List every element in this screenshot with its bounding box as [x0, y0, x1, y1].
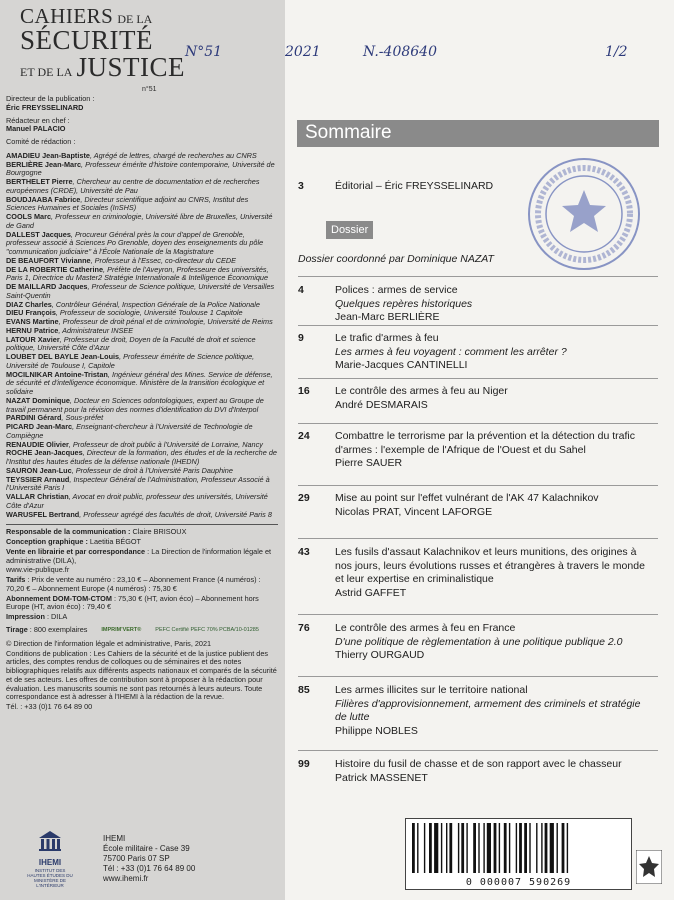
toc-divider [298, 276, 658, 277]
imprim-vert-logo: IMPRIM'VERT® [101, 627, 142, 634]
member-name: DE BEAUFORT Vivianne [6, 255, 91, 265]
toc-author: Jean-Marc BERLIÈRE [335, 311, 440, 324]
member-name: PICARD Jean-Marc [6, 422, 73, 431]
member-description: , Sous-préfet [61, 413, 104, 423]
ihemi-logo-name: IHEMI [38, 858, 62, 867]
member-description: , Professeur de droit pénal et de criminologie, Université de Reims [58, 317, 273, 326]
handwritten-year: 2021 [285, 44, 321, 60]
barcode-bar [441, 823, 442, 873]
toc-author: Thierry OURGAUD [335, 649, 425, 662]
member-description: , Contrôleur Général, Inspection Générale de la Police Nationale [51, 299, 260, 309]
committee-member [6, 353, 278, 371]
toc-page-number: 85 [298, 684, 310, 696]
member-name: SAURON Jean-Luc [6, 465, 72, 475]
committee-member [6, 266, 278, 284]
committee-member [6, 371, 278, 397]
barcode-bar [519, 823, 522, 873]
barcode-bar [446, 823, 447, 873]
toc-entry-text [335, 332, 653, 373]
barcode-bar [434, 823, 438, 873]
member-name: COOLS Marc [6, 212, 52, 221]
impression-label: Impression [6, 612, 45, 621]
toc-divider [298, 676, 658, 677]
masthead-word-cahiers: CAHIERS [20, 4, 114, 28]
tarifs-text: : Prix de vente au numéro : 23,10 € – Abonnement France (4 numéros) : 70,20 € – Abonnement Europe (4 numéros) : 75,30 € [6, 575, 261, 593]
masthead-word-et-de-la: ET DE LA [20, 65, 73, 79]
masthead-logo [20, 4, 185, 93]
conditions-text: Conditions de publication : Les Cahiers de la sécurité et de la justice publient des articles, des comptes rendus de colloques ou de séminaires et des notes bibliographiques relatifs aux différents aspects nationaux et comparés de la sécurité et de ses acteurs. Les offres de contribution sont à proposer à la rédaction pour évaluation. Les manuscrits soumis ne sont pas retournés à leurs auteurs. Toute correspondance est à adresser à l'IHEMI à la rédaction de la revue. [6, 648, 277, 702]
toc-divider [298, 538, 658, 539]
member-description: , Docteur en Sciences odontologiques, expert au Groupe de travail permanent pour la révision des normes d'identification du DVI d'Interpol [6, 395, 264, 414]
address-line-name: IHEMI [103, 834, 126, 843]
sommaire-header [297, 120, 659, 147]
barcode-bar [466, 823, 467, 873]
toc-author: Marie-Jacques CANTINELLI [335, 359, 468, 372]
barcode-bar [458, 823, 459, 873]
committee-member [6, 336, 278, 354]
sales-label: Vente en librairie et par correspondance [6, 546, 146, 556]
member-name: DE LA ROBERTIE Catherine [6, 264, 104, 274]
barcode-bar [461, 823, 464, 873]
barcode-bar [536, 823, 537, 873]
member-name: BERTHELET Pierre [6, 177, 73, 186]
address-line-website[interactable]: www.ihemi.fr [103, 874, 149, 883]
toc-subtitle: Les armes à feu voyagent : comment les arrêter ? [335, 345, 567, 358]
member-description: , Préfète de l'Aveyron, Professeure des universités, Paris 1, Directrice du Master2 Stratégie Internationale & Intelligence Économique [6, 264, 269, 283]
handwritten-issue: N°51 [185, 44, 223, 60]
toc-divider [298, 614, 658, 615]
toc-divider [298, 325, 658, 326]
member-name: RENAUDIE Olivier [6, 439, 69, 449]
toc-author: Patrick MASSENET [335, 771, 428, 784]
committee-label: Comité de rédaction : [6, 137, 76, 146]
barcode-bar [541, 823, 542, 873]
toc-divider [298, 750, 658, 751]
member-description: , Chercheur au centre de documentation et de recherches européennes (CRDE), Université de Pau [6, 177, 260, 195]
toc-author: Astrid GAFFET [335, 586, 407, 599]
toc-page-number: 43 [298, 546, 310, 558]
toc-page-number: 76 [298, 622, 310, 634]
credits-block [6, 95, 278, 713]
toc-subtitle: Quelques repères historiques [335, 297, 473, 310]
toc-subtitle: Filières d'approvisionnement, armement des criminels et stratégie de lutte [335, 697, 641, 724]
director-name: Éric FREYSSELINARD [6, 102, 84, 112]
member-description: , Professeur agrégé des facultés de droit, Université Paris 8 [79, 509, 272, 519]
editor-label: Rédacteur en chef : [6, 115, 70, 125]
toc-divider [298, 423, 658, 424]
barcode-bar [499, 823, 500, 873]
member-description: , Directeur de la formation, des études et de la recherche de l'Institut des hautes études de la défense nationale (IHEDN) [6, 448, 277, 466]
domtom-line [6, 595, 278, 613]
toc-title: Les fusils d'assaut Kalachnikov et leurs munitions, des origines à nos jours, leurs évolutions russes et étrangères à travers le monde et leur expertise en criminalistique [335, 546, 645, 586]
toc-page-number: 4 [298, 284, 304, 296]
building-icon [25, 830, 75, 856]
toc-page-number: 3 [298, 180, 304, 192]
domtom-label: Abonnement DOM-TOM-CTOM [6, 593, 112, 603]
member-name: WARUSFEL Bertrand [6, 509, 80, 519]
toc-title: Le contrôle des armes à feu au Niger [335, 385, 508, 397]
tirage-text: : 800 exemplaires [27, 625, 88, 635]
sales-text: : La Direction de l'information légale et administrative (DILA), [6, 546, 272, 565]
member-description: , Directeur scientifique adjoint au CNRS, Institut des Sciences Humaines et Sociales (InSHS) [6, 194, 249, 213]
toc-entry-text [335, 492, 653, 519]
toc-title: Combattre le terrorisme par la prévention et la détection du trafic d'armes : l'exemple de l'Afrique de l'Ouest et du Sahel [335, 430, 635, 456]
committee-member [6, 213, 278, 231]
committee-member [6, 476, 278, 494]
address-line-phone: Tél : +33 (0)1 76 64 89 00 [103, 864, 196, 873]
barcode-bar [412, 823, 415, 873]
member-name: DALLEST Jacques [6, 229, 71, 239]
domtom-text: : 75,30 € (HT, avion éco) – Abonnement hors Europe (HT, avion éco) : 79,40 € [6, 593, 259, 612]
ihemi-logo-subtitle: INSTITUT DES HAUTES ÉTUDES DU MINISTÈRE DE L'INTÉRIEUR [27, 868, 73, 888]
dossier-coordinator: Dossier coordonné par Dominique NAZAT [298, 253, 494, 265]
toc-page-number: 9 [298, 332, 304, 344]
barcode-bar [417, 823, 418, 873]
member-name: BOUDJAABA Fabrice [6, 194, 81, 204]
library-stamp-icon [522, 150, 647, 278]
member-name: DIAZ Charles [6, 299, 52, 309]
barcode-bar [424, 823, 425, 873]
committee-list [6, 152, 278, 520]
tirage-label: Tirage [6, 625, 28, 635]
barcode-bar [509, 823, 510, 873]
barcode-bar [483, 823, 484, 873]
toc-author: André DESMARAIS [335, 398, 428, 411]
barcode-bar [524, 823, 527, 873]
toc-page-number: 24 [298, 430, 310, 442]
member-name: DIEU François [6, 308, 56, 318]
member-description: , Inspecteur Général de l'Administration, Professeur Associé à l'Université Paris I [6, 474, 270, 493]
committee-member [6, 161, 278, 179]
member-name: LATOUR Xavier [6, 334, 60, 344]
toc-page-number: 29 [298, 492, 310, 504]
toc-author: Philippe NOBLES [335, 724, 418, 737]
handwritten-part: 1/2 [605, 44, 628, 60]
contact-phone: Tél. : +33 (0)1 76 64 89 00 [6, 702, 93, 711]
committee-member [6, 231, 278, 257]
toc-author: Pierre SAUER [335, 457, 403, 470]
member-name: VALLAR Christian [6, 492, 69, 501]
tarifs-line [6, 576, 278, 594]
barcode-bar [504, 823, 507, 873]
design-line [6, 538, 278, 547]
toc-entry-text [335, 546, 653, 601]
barcode-digits: 0 000007 590269 [465, 877, 572, 888]
member-description: , Professeur de droit public à l'Université de Lorraine, Nancy [68, 439, 263, 449]
toc-title: Éditorial – Éric FREYSSELINARD [335, 180, 494, 192]
toc-page-number: 99 [298, 758, 310, 770]
member-description: , Ingénieur général des Mines. Service de défense, de sécurité et d'intelligence économique. Ministère de la transition écologique et solidaire [6, 369, 273, 396]
pefc-logo: PEFC Certifié PEFC 70% PCBA/10-01285 [155, 627, 259, 634]
barcode-bar [516, 823, 517, 873]
toc-entry-text [335, 758, 653, 785]
star-seal-icon [636, 850, 662, 884]
member-name: EVANS Martine [6, 317, 59, 326]
address-line-street: École militaire - Case 39 [103, 844, 190, 853]
sommaire-title: Sommaire [305, 122, 392, 143]
member-description: , Professeur émérite de Science politique, Université de Toulouse I, Capitole [6, 352, 255, 370]
barcode-bar [494, 823, 497, 873]
communication-label: Responsable de la communication : [6, 527, 131, 537]
member-name: LOUBET DEL BAYLE Jean-Louis [6, 352, 120, 361]
toc-divider [298, 485, 658, 486]
barcode-bar [429, 823, 432, 873]
website-link[interactable]: www.vie-publique.fr [6, 565, 70, 575]
toc-title: Mise au point sur l'effet vulnérant de l'AK 47 Kalachnikov [335, 492, 599, 504]
member-description: , Procureur Général près la cour d'appel de Grenoble, professeur associé à Sciences Po Grenoble, doyen des enseignements du pôle "communication judiciaire" à l'École Nationale de la Magistrature [6, 229, 264, 256]
committee-member [6, 511, 278, 520]
member-name: HERNU Patrice [6, 325, 59, 335]
member-name: DE MAILLARD Jacques [6, 282, 88, 291]
design-name: Laetitia BÉGOT [87, 537, 142, 546]
member-description: , Professeur de Science politique, Université de Versailles Saint-Quentin [6, 282, 275, 300]
toc-subtitle: D'une politique de règlementation à une politique publique 2.0 [335, 635, 623, 648]
director-label: Directeur de la publication : [6, 94, 95, 103]
barcode-bar [449, 823, 452, 873]
handwritten-reference: N.-408640 [363, 44, 437, 60]
copyright-text: © Direction de l'information légale et administrative, Paris, 2021 [6, 638, 212, 648]
handwritten-annotation [185, 44, 655, 64]
member-description: , Professeur émérite d'histoire contemporaine, Université de Bourgogne [6, 159, 275, 178]
tirage-line [6, 626, 87, 635]
dossier-badge: Dossier [326, 221, 373, 239]
member-name: TEYSSIER Arnaud [6, 474, 70, 484]
section-divider [6, 524, 278, 525]
toc-entry-text [335, 385, 653, 412]
member-name: NAZAT Dominique [6, 395, 70, 405]
ihemi-address [103, 834, 195, 884]
member-name: AMADIEU Jean-Baptiste [6, 150, 90, 160]
member-name: MOCILNIKAR Antoine-Tristan [6, 369, 108, 379]
toc-title: Le trafic d'armes à feu [335, 332, 439, 344]
editor-name: Manuel PALACIO [6, 124, 66, 134]
barcode-bar [529, 823, 530, 873]
toc-entry-text [335, 430, 653, 471]
communication-line [6, 528, 278, 537]
barcode-bar [478, 823, 479, 873]
impression-line [6, 613, 278, 622]
member-description: , Professeur en criminologie, Université libre de Bruxelles, Université de Gand [6, 212, 273, 230]
member-name: BERLIÈRE Jean-Marc [6, 159, 82, 169]
member-description: , Administrateur INSEE [58, 325, 134, 335]
barcode-bar [557, 823, 558, 873]
member-description: , Professeur de droit, Doyen de la Faculté de droit et science politique, Université Côte d'Azur [6, 334, 256, 353]
member-description: , Enseignant-chercheur à l'Université de Technologie de Compiègne [6, 422, 253, 440]
impression-text: : DILA [44, 612, 68, 621]
member-description: , Agrégé de lettres, chargé de recherches au CNRS [89, 150, 257, 160]
toc-title: Les armes illicites sur le territoire national [335, 684, 528, 696]
committee-member [6, 493, 278, 511]
barcode-bar [545, 823, 548, 873]
design-label: Conception graphique : [6, 537, 88, 546]
member-name: ROCHE Jean-Jacques [6, 448, 83, 458]
certification-logos [6, 624, 278, 638]
member-name: PARDINI Gérard [6, 413, 62, 423]
barcode-bars [410, 823, 627, 873]
committee-member [6, 196, 278, 214]
barcode-bar [473, 823, 476, 873]
toc-divider [298, 378, 658, 379]
barcode-bar [562, 823, 565, 873]
toc-title: Le contrôle des armes à feu en France [335, 622, 516, 634]
toc-entry-text [335, 684, 653, 739]
toc-entry-text [335, 284, 653, 325]
credits-sidebar [0, 0, 285, 900]
tarifs-label: Tarifs [6, 575, 26, 584]
masthead-word-securite: SÉCURITÉ [20, 25, 154, 55]
committee-member [6, 283, 278, 301]
toc-entry-text [335, 622, 653, 663]
member-description: , Professeur de sociologie, Université Toulouse 1 Capitole [55, 308, 243, 318]
barcode [405, 818, 632, 890]
issue-number: n°51 [142, 86, 157, 93]
toc-title: Polices : armes de service [335, 284, 458, 296]
toc-title: Histoire du fusil de chasse et de son rapport avec le chasseur [335, 758, 622, 770]
committee-member [6, 423, 278, 441]
ihemi-logo [25, 830, 75, 889]
sales-line [6, 548, 278, 566]
masthead-word-de-la: DE LA [117, 12, 153, 26]
committee-member [6, 449, 278, 467]
toc-author: Nicolas PRAT, Vincent LAFORGE [335, 505, 493, 518]
barcode-bar [487, 823, 491, 873]
member-description: , Avocat en droit public, professeur des universités, Université Côte d'Azur [6, 492, 268, 510]
member-description: , Professeur à l'Essec, co-directeur du CEDE [90, 255, 236, 265]
communication-name: Claire BRISOUX [130, 527, 187, 537]
barcode-bar [567, 823, 568, 873]
publication-info [6, 528, 278, 712]
address-line-city: 75700 Paris 07 SP [103, 854, 170, 863]
member-description: , Professeur de droit à l'Université Paris Dauphine [71, 465, 233, 475]
toc-page-number: 16 [298, 385, 310, 397]
committee-member [6, 178, 278, 196]
masthead-word-justice: JUSTICE [76, 52, 185, 82]
committee-member [6, 397, 278, 415]
barcode-bar [550, 823, 554, 873]
